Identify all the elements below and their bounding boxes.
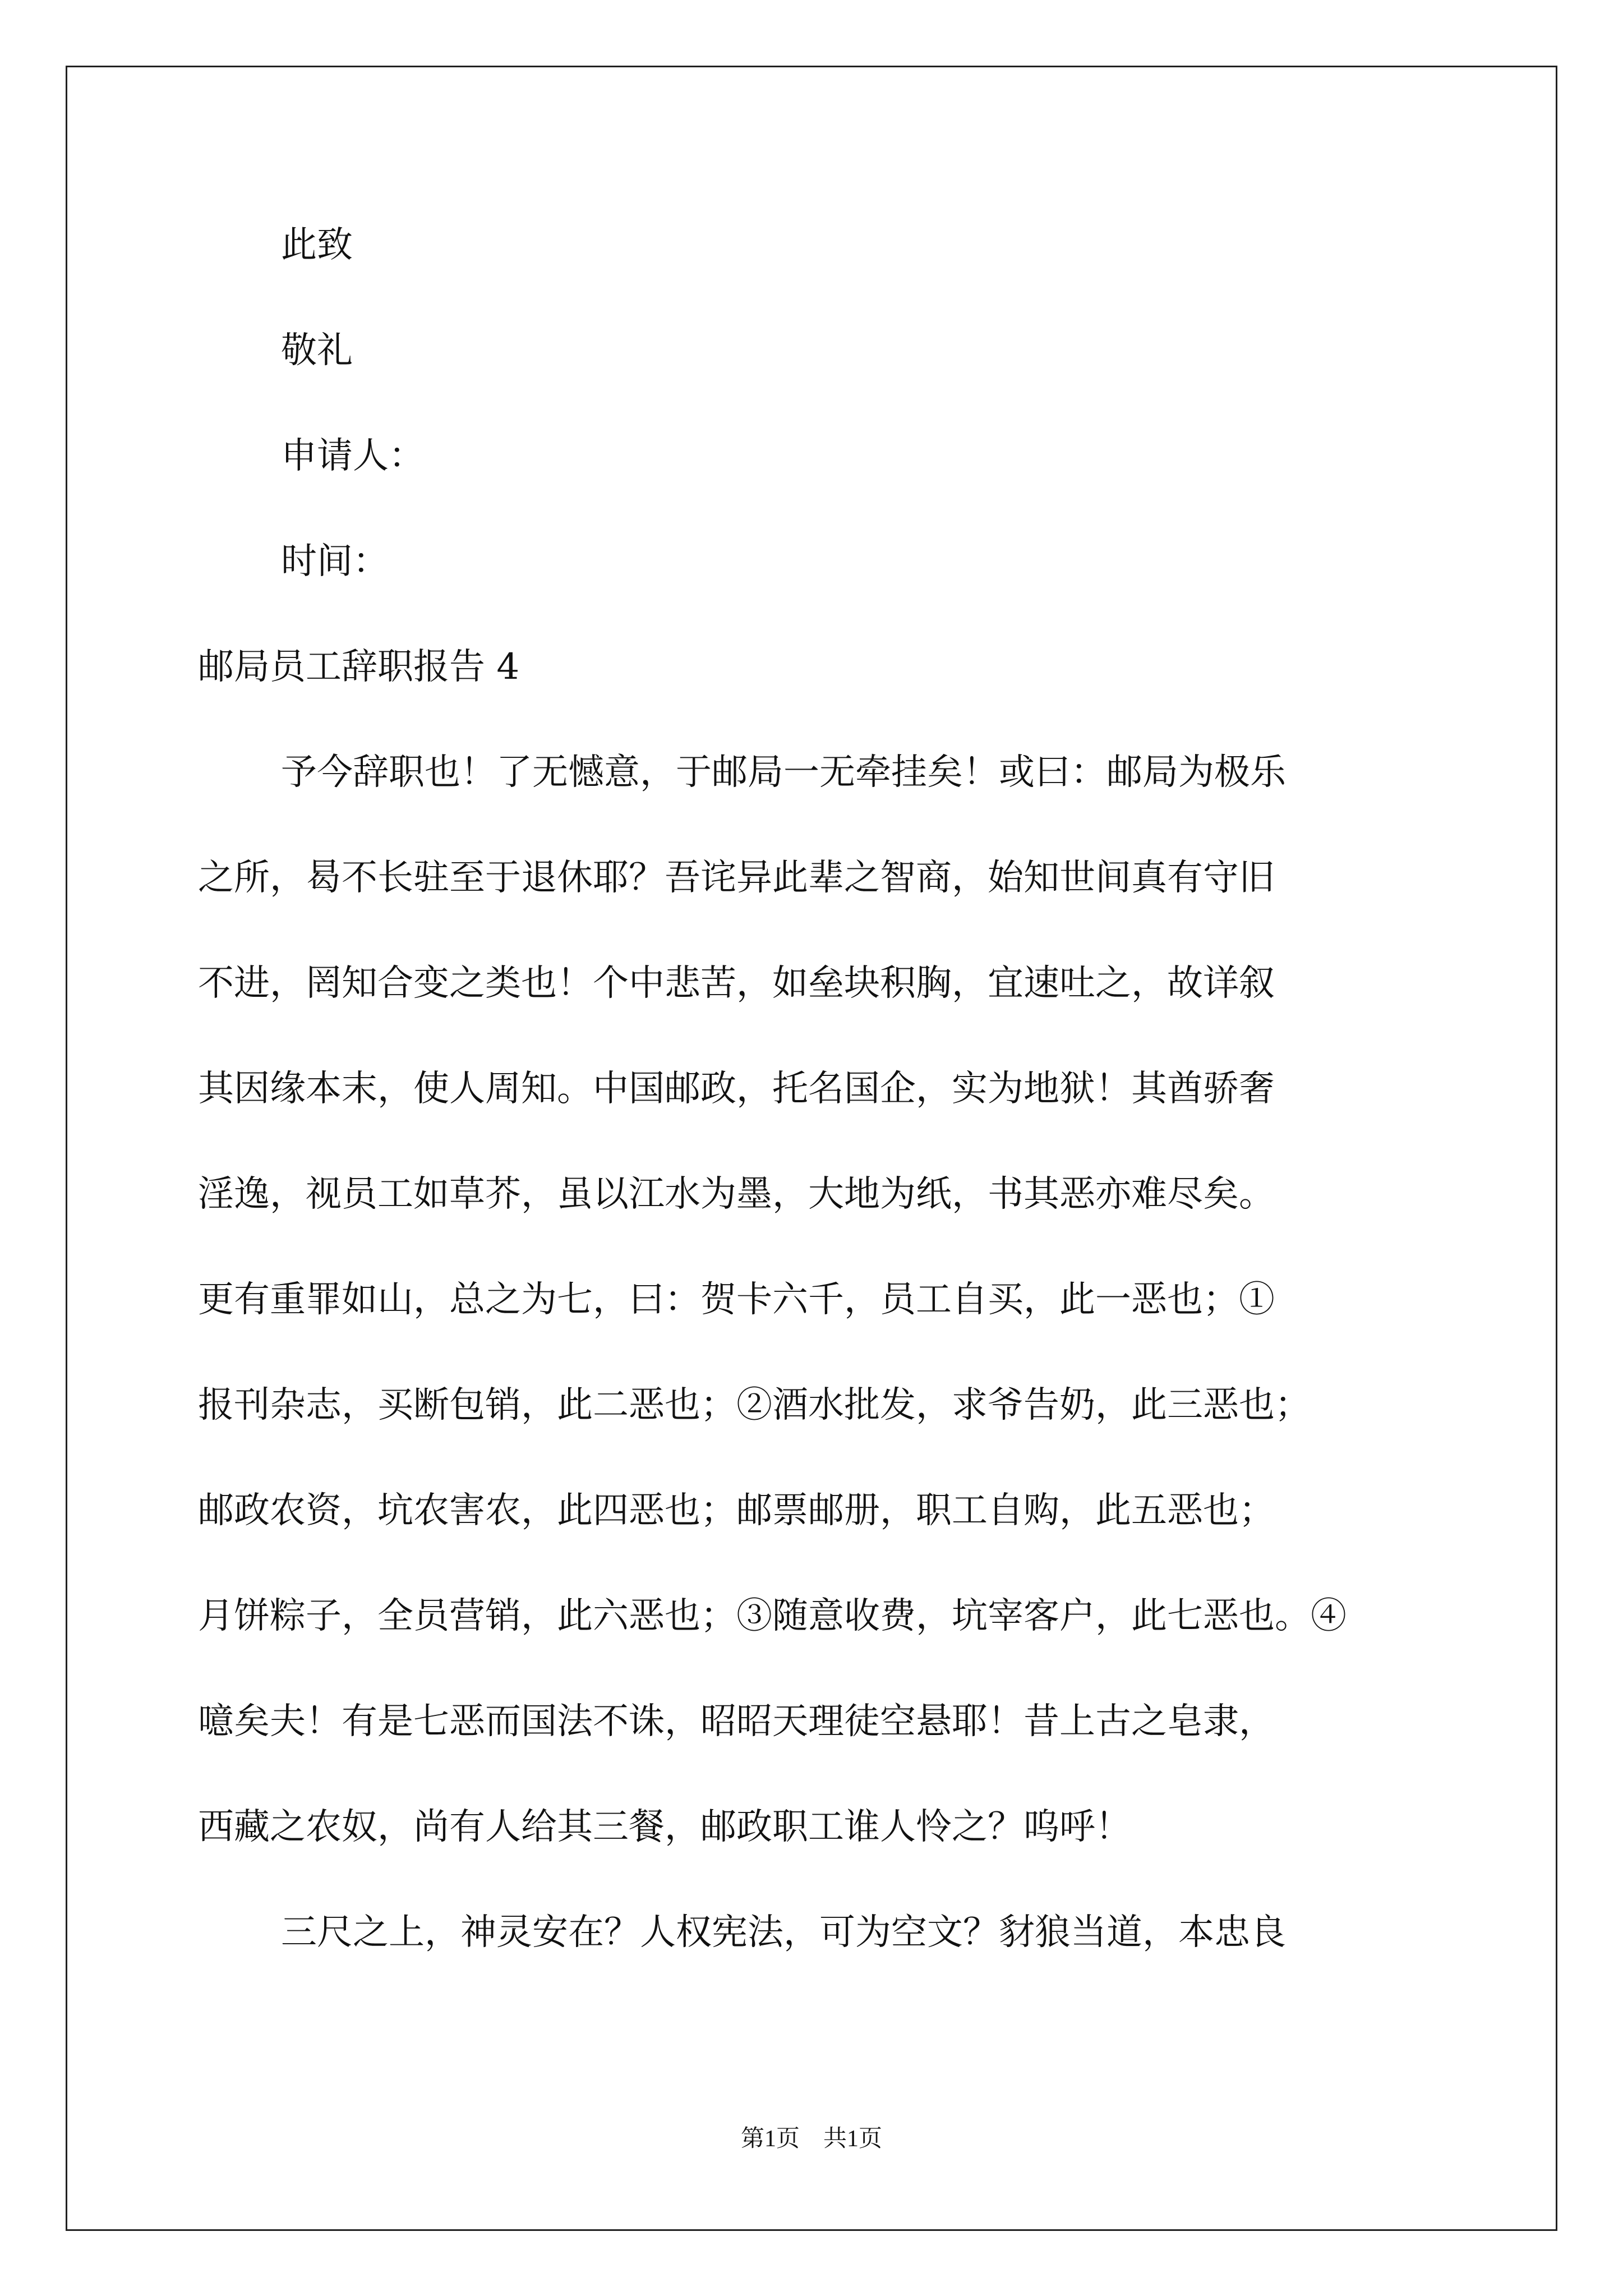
applicant-label: 申请人： [281, 435, 425, 477]
paragraph-line: 不进，罔知合变之类也！个中悲苦，如垒块积胸，宜速吐之，故详叙 [198, 963, 1275, 1004]
paragraph-line: 更有重罪如山，总之为七，曰：贺卡六千，员工自买，此一恶也；① [198, 1279, 1275, 1320]
page-footer: 第1页 共1页 [740, 2126, 882, 2152]
closing-salutation: 此致 [281, 224, 353, 266]
paragraph-line: 月饼粽子，全员营销，此六恶也；③随意收费，坑宰客户，此七恶也。④ [198, 1595, 1347, 1637]
section-title: 邮局员工辞职报告 4 [198, 646, 520, 688]
paragraph-line: 之所，曷不长驻至于退休耶？吾诧异此辈之智商，始知世间真有守旧 [198, 857, 1275, 899]
paragraph-line: 报刊杂志，买断包销，此二恶也；②酒水批发，求爷告奶，此三恶也； [198, 1384, 1311, 1426]
paragraph-line: 邮政农资，坑农害农，此四恶也；邮票邮册，职工自购，此五恶也； [198, 1490, 1275, 1531]
paragraph-line: 予今辞职也！了无憾意，于邮局一无牵挂矣！或曰：邮局为极乐 [281, 752, 1286, 793]
time-label: 时间： [281, 541, 389, 582]
page-border [66, 66, 1557, 2231]
paragraph-line: 淫逸，视员工如草芥，虽以江水为墨，大地为纸，书其恶亦难尽矣。 [198, 1174, 1275, 1215]
paragraph-line: 其因缘本末，使人周知。中国邮政，托名国企，实为地狱！其酋骄奢 [198, 1068, 1275, 1110]
paragraph-line: 西藏之农奴，尚有人给其三餐，邮政职工谁人怜之？呜呼！ [198, 1806, 1131, 1848]
paragraph-line: 噫矣夫！有是七恶而国法不诛，昭昭天理徒空悬耶！昔上古之皂隶， [198, 1701, 1275, 1742]
closing-regards: 敬礼 [281, 330, 353, 371]
paragraph-line: 三尺之上，神灵安在？人权宪法，可为空文？豺狼当道，本忠良 [281, 1912, 1286, 1953]
